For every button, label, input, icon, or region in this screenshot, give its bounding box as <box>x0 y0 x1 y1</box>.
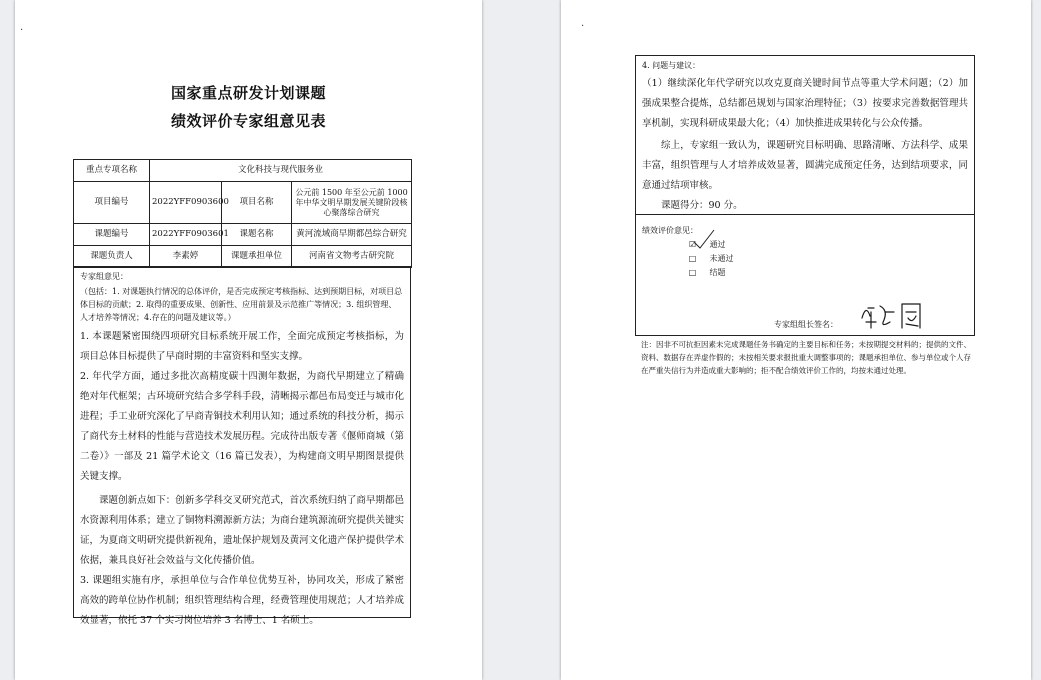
expert-opinion-box <box>73 266 411 626</box>
option-conclude-label: 结题 <box>709 268 726 277</box>
subject-number-value: 2022YFF0903601 <box>150 224 222 246</box>
project-number-value: 2022YFF0903600 <box>150 182 222 224</box>
signature-label: 专家组组长签名： <box>774 320 838 329</box>
score: 课题得分：90 分。 <box>661 200 743 211</box>
leader-value: 李素婷 <box>150 246 222 268</box>
corner-mark: . <box>20 22 24 33</box>
option-pass-label: 通过 <box>709 240 726 249</box>
problems-suggestions-box <box>635 55 975 215</box>
opinion-item-2: 2. 年代学方面，通过多批次高精度碳十四测年数据，为商代早期建立了精确绝对年代框架；古环境研究结合多学科手段，清晰揭示都邑布局变迁与城市化进程；手工业研究深化了早商青铜技术利用认知；通过系统的科技分析，揭示了商代夯土材料的性能与营造技术发展历程。完成待出版专著《偃师商城（第二卷）》一部及 21 篇学术论文（16 篇已发表），为构建商文明早期图景提供关键支撑。 <box>80 371 404 482</box>
institution-value: 河南省文物考古研究院 <box>292 246 412 268</box>
checkbox-icon: □ <box>688 268 697 277</box>
evaluation-box <box>635 214 975 336</box>
document-page-left <box>15 0 482 680</box>
footnote: 注：因非不可抗拒因素未完成课题任务书确定的主要目标和任务；未按期提交材料的；提供的文件、资料、数据存在弄虚作假的；未按相关要求报批重大调整事项的；课题承担单位、参与单位或个人存在严重失信行为并造成重大影响的；拒不配合绩效评价工作的，均按未通过处理。 <box>641 340 971 375</box>
item4-heading: 4. 问题与建议： <box>642 61 701 70</box>
opinion-item-3: 3. 课题组实施有序，承担单位与合作单位优势互补，协同攻关，形成了紧密高效的跨单位协作机制；组织管理结构合理，经费管理使用规范；人才培养成效显著，依托 37 个实习岗位培养 3 名博士、1 名硕士。 <box>80 575 404 626</box>
form-title-line2: 绩效评价专家组意见表 <box>170 112 326 130</box>
opinion-heading: 专家组意见： <box>80 272 128 281</box>
opinion-hint: （包括：1. 对课题执行情况的总体评价，是否完成预定考核指标、达到预期目标，对项目总体目标的贡献；2. 取得的重要成果、创新性、应用前景及示范推广等情况；3. 组织管理、人才培养等情况；4.存在的问题及建议等。） <box>80 287 403 322</box>
specialty-label: 重点专项名称 <box>74 160 150 182</box>
opinion-item-2-innovation: 课题创新点如下：创新多学科交叉研究范式，首次系统归纳了商早期都邑水资源利用体系；建立了铜物料溯源新方法；为商台建筑源流研究提供关键实证，为夏商文明研究提供新视角，遗址保护规划及黄河文化遗产保护提供学术依据，兼具良好社会效益与文化传播价值。 <box>80 495 404 566</box>
checkbox-icon: □ <box>688 254 697 263</box>
subject-name-value: 黄河流域商早期都邑综合研究 <box>292 224 412 246</box>
option-conclude <box>688 266 726 279</box>
checked-checkbox-icon: ☑ <box>688 240 697 249</box>
form-title-line1: 国家重点研发计划课题 <box>170 84 326 102</box>
document-page-right <box>561 0 1031 680</box>
project-number-label: 项目编号 <box>74 182 150 224</box>
subject-number-label: 课题编号 <box>74 224 150 246</box>
tick-mark-icon <box>692 228 716 250</box>
evaluation-label: 绩效评价意见： <box>642 226 698 235</box>
specialty-value: 文化科技与现代服务业 <box>150 160 412 182</box>
institution-label: 课题承担单位 <box>222 246 292 268</box>
handwritten-signature <box>858 298 938 332</box>
leader-label: 课题负责人 <box>74 246 150 268</box>
item4-body: （1）继续深化年代学研究以攻克夏商关键时间节点等重大学术问题；（2）加强成果整合提炼，总结都邑规划与国家治理特征；（3）按要求完善数据管理共享机制，实现科研成果最大化；（4）加快推进成果转化与公众传播。 <box>642 78 968 129</box>
summary: 综上，专家组一致认为，课题研究目标明确、思路清晰、方法科学、成果丰富，组织管理与人才培养成效显著，圆满完成预定任务，达到结项要求，同意通过结项审核。 <box>642 140 968 191</box>
project-name-label: 项目名称 <box>222 182 292 224</box>
subject-name-label: 课题名称 <box>222 224 292 246</box>
opinion-item-1: 1. 本课题紧密围绕四项研究目标系统开展工作，全面完成预定考核指标，为项目总体目标提供了早商时期的丰富资料和坚实支撑。 <box>80 331 404 362</box>
project-name-value: 公元前 1500 年至公元前 1000 年中华文明早期发展关键阶段核心聚落综合研究 <box>292 182 412 224</box>
option-fail-label: 未通过 <box>709 254 734 263</box>
corner-mark: . <box>581 18 585 29</box>
project-info-table <box>73 159 412 268</box>
option-fail <box>688 252 734 265</box>
